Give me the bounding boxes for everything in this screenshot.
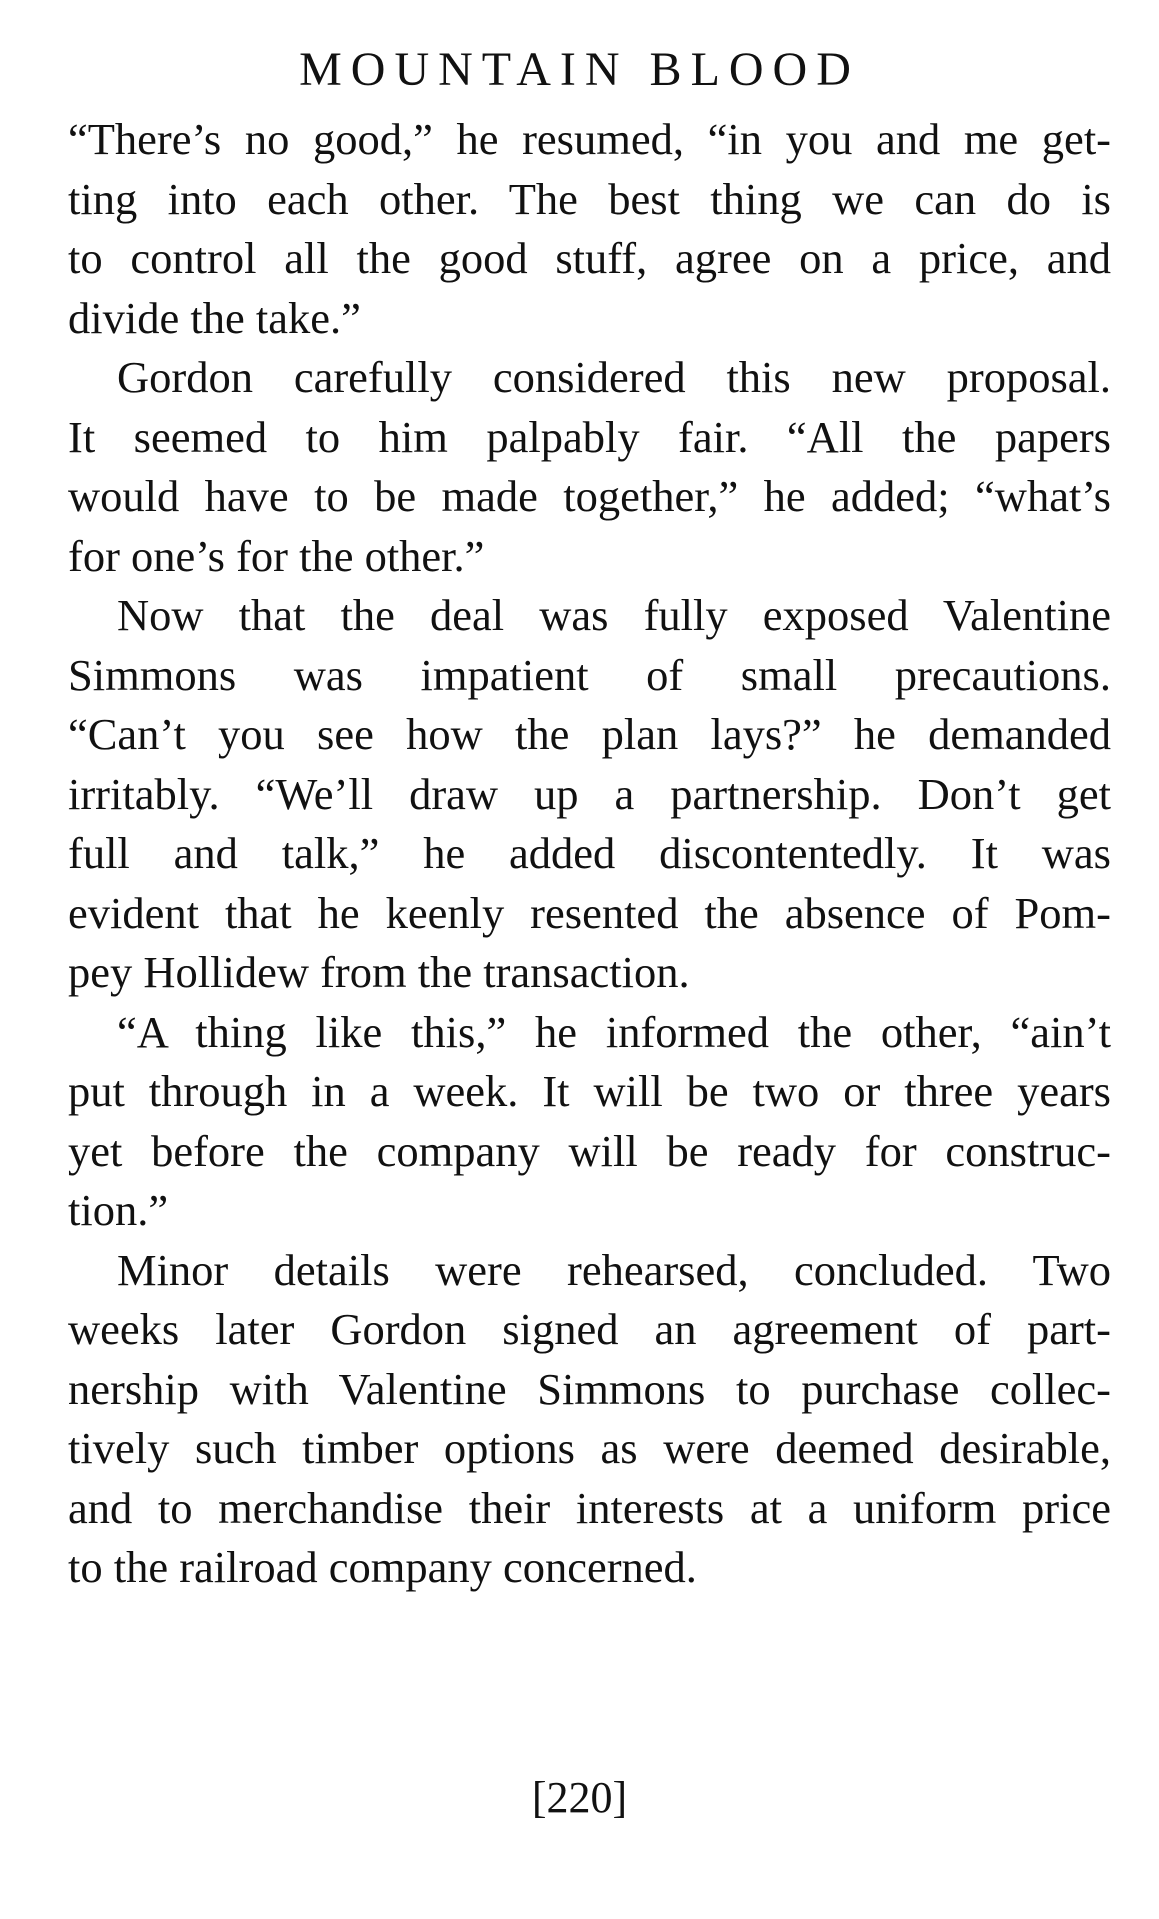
text-line: would have to be made together,” he added; “what’s <box>68 471 1111 521</box>
text-line: Minor details were rehearsed, concluded. Two <box>117 1244 1111 1295</box>
text-line: pey Hollidew from the transaction. <box>68 947 690 997</box>
text-line: ting into each other. The best thing we can do is <box>68 173 1111 224</box>
paragraph <box>68 1241 1111 1598</box>
text-line: tively such timber options as were deemed desirable, <box>68 1423 1111 1473</box>
text-line: weeks later Gordon signed an agreement of part- <box>68 1304 1111 1354</box>
text-line: to control all the good stuff, agree on a price, and <box>68 233 1111 283</box>
text-line: evident that he keenly resented the absence of Pom- <box>68 887 1111 938</box>
text-line: and to merchandise their interests at a uniform price <box>68 1482 1111 1533</box>
paragraph <box>68 1003 1111 1241</box>
text-line: Simmons was impatient of small precautions. <box>68 649 1111 700</box>
text-line: nership with Valentine Simmons to purchase collec- <box>68 1363 1111 1414</box>
paragraph <box>68 110 1111 348</box>
text-line: Gordon carefully considered this new proposal. <box>117 352 1111 402</box>
text-line: It seemed to him palpably fair. “All the papers <box>68 411 1111 462</box>
paragraph <box>68 586 1111 1003</box>
text-line: “Can’t you see how the plan lays?” he demanded <box>68 709 1111 759</box>
text-line: “There’s no good,” he resumed, “in you and me get- <box>68 114 1111 164</box>
text-line: divide the take.” <box>68 292 361 343</box>
text-line: tion.” <box>68 1185 169 1235</box>
text-line: for one’s for the other.” <box>68 530 485 581</box>
text-line: yet before the company will be ready for construc- <box>68 1125 1111 1176</box>
text-line: full and talk,” he added discontentedly. It was <box>68 828 1111 878</box>
text-line: irritably. “We’ll draw up a partnership. Don’t get <box>68 768 1111 819</box>
paragraph <box>68 348 1111 586</box>
page-number: [220] <box>531 1773 628 1822</box>
body-text <box>68 110 1111 1598</box>
text-line: “A thing like this,” he informed the other, “ain’t <box>117 1006 1111 1057</box>
text-line: to the railroad company concerned. <box>68 1542 697 1592</box>
text-line: Now that the deal was fully exposed Valentine <box>117 590 1111 640</box>
text-line: put through in a week. It will be two or three years <box>68 1066 1111 1116</box>
running-head: MOUNTAIN BLOOD <box>299 43 860 96</box>
